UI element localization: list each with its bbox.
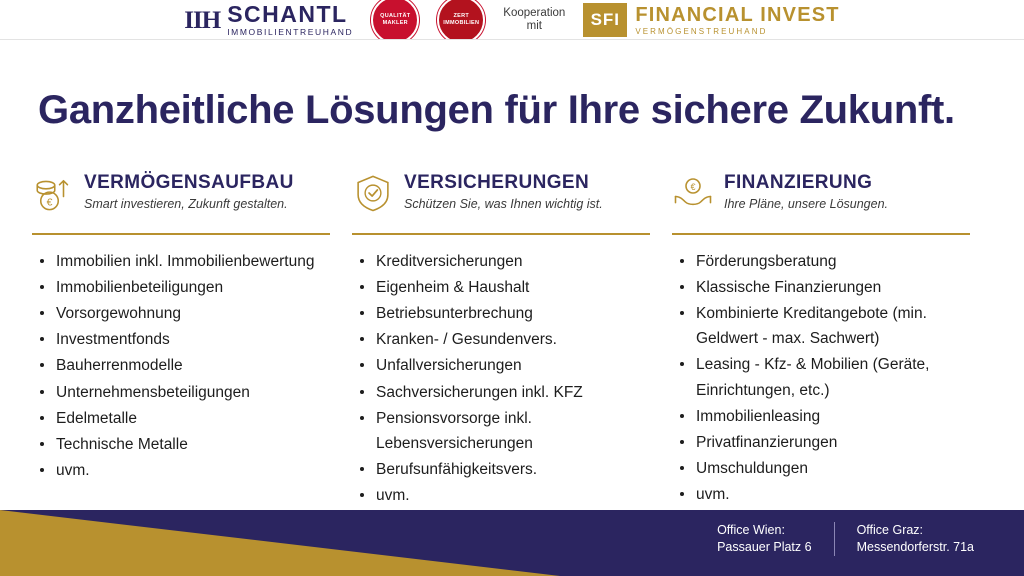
list-item: Sachversicherungen inkl. KFZ (352, 380, 664, 405)
office-graz (834, 522, 996, 556)
office-addresses (695, 522, 996, 556)
schantl-logo (184, 3, 353, 37)
list-item: Immobilienbeteiligungen (32, 275, 344, 300)
list-item: Kombinierte Kreditangebote (min. Geldwert - max. Sachwert) (672, 301, 984, 351)
sfi-name: FINANCIAL INVEST (635, 3, 840, 26)
schantl-mark-icon: IIH (184, 6, 221, 34)
office-address: Messendorferstr. 71a (856, 539, 974, 554)
list-item: Immobilienleasing (672, 404, 984, 429)
column-item-list (32, 249, 344, 483)
schantl-subtitle: IMMOBILIENTREUHAND (227, 27, 354, 38)
list-item: Technische Metalle (32, 432, 344, 457)
logo-bar-divider (0, 39, 1024, 40)
column-finanzierung (672, 170, 992, 509)
column-subtitle: Schützen Sie, was Ihnen wichtig ist. (404, 196, 603, 211)
list-item: Edelmetalle (32, 406, 344, 431)
list-item: Kranken- / Gesundenvers. (352, 327, 664, 352)
sfi-mark-icon: SFI (583, 3, 627, 37)
cooperation-line-2: mit (526, 20, 542, 32)
column-item-list (352, 249, 664, 508)
seal-line-1: QUALITÄT (380, 13, 411, 20)
column-header (32, 170, 344, 228)
list-item: uvm. (352, 483, 664, 508)
column-header (352, 170, 664, 228)
office-wien (695, 522, 834, 556)
list-item: Betriebsunterbrechung (352, 301, 664, 326)
column-versicherungen (352, 170, 672, 509)
office-label: Office Graz: (856, 523, 924, 537)
seal2-line-1: ZERT (453, 13, 470, 20)
cooperation-note (503, 7, 565, 33)
list-item: Eigenheim & Haushalt (352, 275, 664, 300)
list-item: uvm. (32, 458, 344, 483)
hands-euro-icon (672, 172, 714, 214)
column-title: VERSICHERUNGEN (404, 172, 590, 193)
logo-bar (0, 0, 1024, 40)
column-item-list (672, 249, 984, 507)
list-item: Bauherrenmodelle (32, 353, 344, 378)
office-address: Passauer Platz 6 (717, 539, 812, 554)
list-item: Förderungsberatung (672, 249, 984, 274)
certification-seal-icon (437, 0, 485, 40)
list-item: Immobilien inkl. Immobilienbewertung (32, 249, 344, 274)
list-item: Privatfinanzierungen (672, 430, 984, 455)
column-divider (352, 233, 650, 235)
page-title: Ganzheitliche Lösungen für Ihre sichere Zukunft. (38, 88, 955, 132)
column-vermoegensaufbau (32, 170, 352, 509)
list-item: Berufsunfähigkeitsvers. (352, 457, 664, 482)
list-item: Unfallversicherungen (352, 353, 664, 378)
column-subtitle: Ihre Pläne, unsere Lösungen. (724, 196, 889, 211)
list-item: Umschuldungen (672, 456, 984, 481)
column-divider (32, 233, 330, 235)
seal-line-2: MAKLER (382, 20, 408, 26)
footer (0, 510, 1024, 576)
seal2-line-2: IMMOBILIEN (443, 20, 480, 26)
schantl-wordmark (227, 3, 353, 37)
list-item: Unternehmensbeteiligungen (32, 380, 344, 405)
list-item: Investmentfonds (32, 327, 344, 352)
column-header (672, 170, 984, 228)
svg-text:€: € (46, 196, 53, 209)
column-subtitle: Smart investieren, Zukunft gestalten. (84, 196, 288, 211)
office-label: Office Wien: (717, 523, 785, 537)
coins-arrow-icon (32, 172, 74, 214)
shield-check-icon (352, 172, 394, 214)
list-item: Vorsorgewohnung (32, 301, 344, 326)
list-item: Klassische Finanzierungen (672, 275, 984, 300)
svg-text:€: € (690, 181, 696, 192)
list-item: Kreditversicherungen (352, 249, 664, 274)
sfi-subtitle: VERMÖGENSTREUHAND (635, 26, 768, 36)
sfi-logo (583, 3, 839, 37)
quality-seal-icon (371, 0, 419, 40)
list-item: Leasing - Kfz- & Mobilien (Geräte, Einrichtungen, etc.) (672, 352, 984, 402)
column-title: VERMÖGENSAUFBAU (84, 172, 294, 193)
service-columns (32, 170, 994, 509)
list-item: uvm. (672, 482, 984, 507)
column-title-block (724, 170, 888, 211)
schantl-name: SCHANTL (227, 1, 348, 28)
sfi-wordmark (635, 5, 839, 36)
column-title-block (84, 170, 294, 211)
list-item: Pensionsvorsorge inkl. Lebensversicherungen (352, 406, 664, 456)
column-divider (672, 233, 970, 235)
column-title: FINANZIERUNG (724, 172, 873, 193)
column-title-block (404, 170, 603, 211)
cooperation-line-1: Kooperation (503, 6, 566, 19)
